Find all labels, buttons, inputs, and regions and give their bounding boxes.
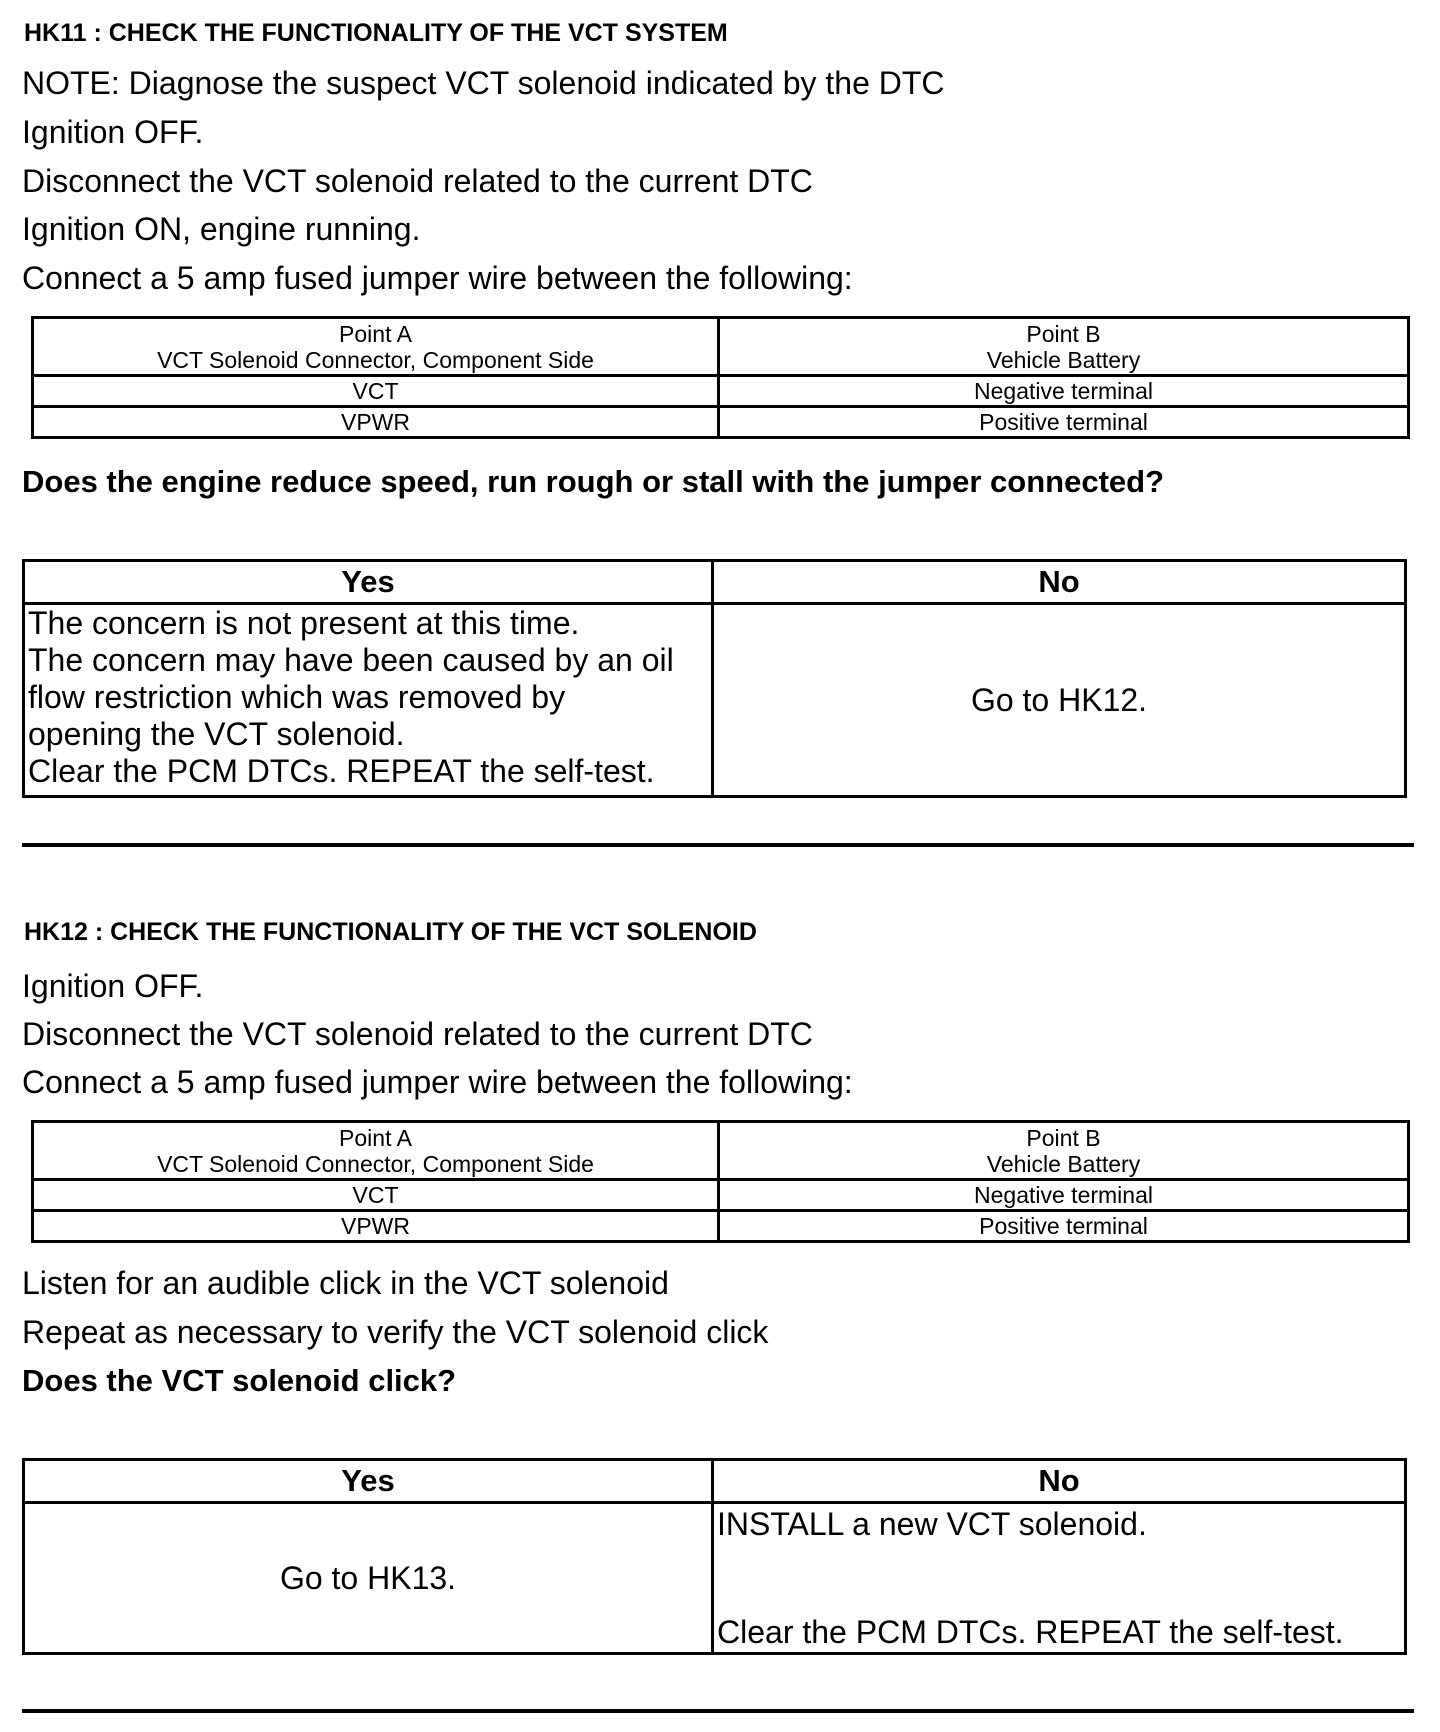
hk12-yes-header: Yes bbox=[24, 1460, 713, 1503]
hk12-heading: HK12 : CHECK THE FUNCTIONALITY OF THE VCT SOLENOID bbox=[24, 918, 757, 946]
hk12-point-a-desc: VCT Solenoid Connector, Component Side bbox=[157, 1150, 594, 1177]
hk11-step-ignition-on: Ignition ON, engine running. bbox=[22, 211, 421, 247]
hk12-no-line1: INSTALL a new VCT solenoid. bbox=[717, 1506, 1147, 1542]
hk12-connection-table bbox=[31, 1120, 1410, 1243]
section-divider bbox=[22, 843, 1414, 847]
hk11-point-b-desc: Vehicle Battery bbox=[986, 346, 1141, 373]
hk12-yes-cell: Go to HK13. bbox=[24, 1503, 713, 1654]
hk11-yes-line: The concern is not present at this time. bbox=[28, 605, 580, 641]
hk12-step-listen: Listen for an audible click in the VCT solenoid bbox=[22, 1265, 669, 1301]
hk12-row2-b: Positive terminal bbox=[719, 1211, 1409, 1242]
hk12-step-repeat: Repeat as necessary to verify the VCT solenoid click bbox=[22, 1314, 769, 1350]
hk12-step-disconnect: Disconnect the VCT solenoid related to the current DTC bbox=[22, 1016, 813, 1052]
hk12-step-connect: Connect a 5 amp fused jumper wire between the following: bbox=[22, 1064, 853, 1100]
hk11-step-connect: Connect a 5 amp fused jumper wire between the following: bbox=[22, 260, 853, 296]
hk11-row2-a: VPWR bbox=[33, 407, 719, 438]
hk12-point-b-desc: Vehicle Battery bbox=[986, 1150, 1141, 1177]
hk11-yes-line: opening the VCT solenoid. bbox=[28, 716, 405, 752]
hk12-point-b-header bbox=[719, 1122, 1409, 1180]
hk11-row2-b: Positive terminal bbox=[719, 407, 1409, 438]
hk11-connection-table bbox=[31, 316, 1410, 439]
hk11-yes-cell bbox=[24, 604, 713, 797]
hk11-point-a-header bbox=[33, 318, 719, 376]
section-divider bbox=[22, 1709, 1414, 1713]
hk11-no-header: No bbox=[713, 561, 1406, 604]
hk11-step-disconnect: Disconnect the VCT solenoid related to the current DTC bbox=[22, 163, 813, 199]
hk12-no-line2: Clear the PCM DTCs. REPEAT the self-test. bbox=[717, 1614, 1344, 1650]
table-row bbox=[33, 1180, 1409, 1211]
hk12-row1-b: Negative terminal bbox=[719, 1180, 1409, 1211]
hk11-row1-a: VCT bbox=[33, 376, 719, 407]
hk12-result-table bbox=[22, 1458, 1407, 1655]
hk12-point-a-label: Point A bbox=[339, 1124, 412, 1151]
hk12-no-header: No bbox=[713, 1460, 1406, 1503]
hk11-question: Does the engine reduce speed, run rough or stall with the jumper connected? bbox=[22, 464, 1165, 499]
hk12-point-b-label: Point B bbox=[1026, 1124, 1101, 1151]
hk11-step-ignition-off: Ignition OFF. bbox=[22, 114, 204, 150]
hk11-heading: HK11 : CHECK THE FUNCTIONALITY OF THE VCT SYSTEM bbox=[24, 19, 728, 47]
hk12-row1-a: VCT bbox=[33, 1180, 719, 1211]
table-row bbox=[33, 1211, 1409, 1242]
hk11-point-a-label: Point A bbox=[339, 320, 412, 347]
hk12-point-a-header bbox=[33, 1122, 719, 1180]
hk11-yes-header: Yes bbox=[24, 561, 713, 604]
table-row bbox=[33, 376, 1409, 407]
table-row bbox=[33, 407, 1409, 438]
hk11-yes-line: The concern may have been caused by an oil bbox=[28, 642, 674, 678]
hk11-row1-b: Negative terminal bbox=[719, 376, 1409, 407]
hk11-step-note: NOTE: Diagnose the suspect VCT solenoid indicated by the DTC bbox=[22, 65, 945, 101]
hk11-point-b-header bbox=[719, 318, 1409, 376]
hk12-question: Does the VCT solenoid click? bbox=[22, 1363, 457, 1398]
hk12-step-ignition-off: Ignition OFF. bbox=[22, 968, 204, 1004]
hk11-no-cell: Go to HK12. bbox=[713, 604, 1406, 797]
hk11-result-table bbox=[22, 559, 1407, 798]
hk12-row2-a: VPWR bbox=[33, 1211, 719, 1242]
hk12-no-cell bbox=[713, 1503, 1406, 1654]
hk11-point-a-desc: VCT Solenoid Connector, Component Side bbox=[157, 346, 594, 373]
hk11-yes-line: flow restriction which was removed by bbox=[28, 679, 566, 715]
hk11-point-b-label: Point B bbox=[1026, 320, 1101, 347]
hk11-yes-line: Clear the PCM DTCs. REPEAT the self-test. bbox=[28, 753, 655, 789]
